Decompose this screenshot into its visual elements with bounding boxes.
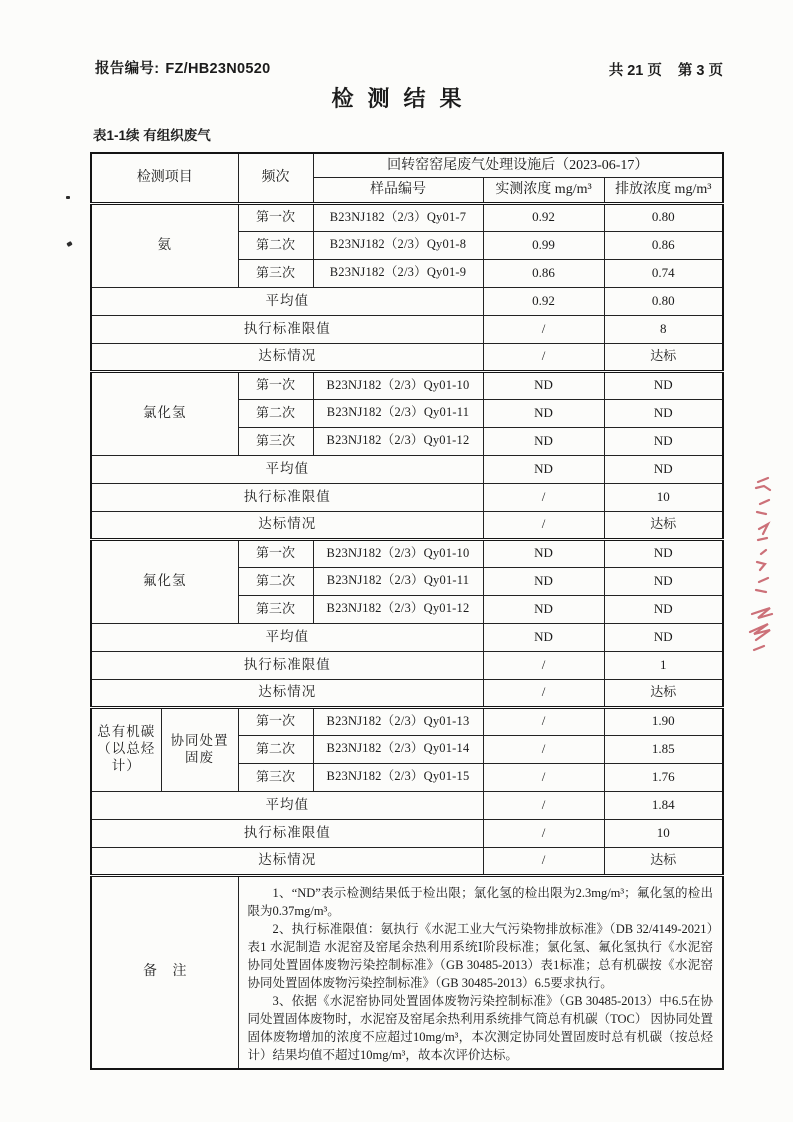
freq-cell: 第三次 bbox=[238, 259, 313, 287]
average-label-cell: 平均值 bbox=[91, 791, 483, 819]
measured-value-cell: 0.99 bbox=[483, 231, 604, 259]
measured-value-cell: ND bbox=[483, 567, 604, 595]
limit-measured-cell: / bbox=[483, 819, 604, 847]
sample-id-cell: B23NJ182（2/3）Qy01-15 bbox=[313, 763, 483, 791]
limit-label-cell: 执行标准限值 bbox=[91, 651, 483, 679]
sample-id-cell: B23NJ182（2/3）Qy01-10 bbox=[313, 539, 483, 567]
item-cell: 总有机碳（以总烃计） bbox=[91, 707, 161, 791]
average-emission-cell: 1.84 bbox=[604, 791, 723, 819]
limit-emission-cell: 1 bbox=[604, 651, 723, 679]
freq-cell: 第二次 bbox=[238, 231, 313, 259]
sample-id-cell: B23NJ182（2/3）Qy01-8 bbox=[313, 231, 483, 259]
average-measured-cell: 0.92 bbox=[483, 287, 604, 315]
sample-id-cell: B23NJ182（2/3）Qy01-11 bbox=[313, 399, 483, 427]
emission-value-cell: ND bbox=[604, 567, 723, 595]
scan-speck bbox=[66, 241, 72, 247]
emission-value-cell: 1.90 bbox=[604, 707, 723, 735]
compliance-label-cell: 达标情况 bbox=[91, 343, 483, 371]
sample-id-cell: B23NJ182（2/3）Qy01-12 bbox=[313, 595, 483, 623]
emission-value-cell: 1.85 bbox=[604, 735, 723, 763]
limit-measured-cell: / bbox=[483, 483, 604, 511]
freq-cell: 第二次 bbox=[238, 399, 313, 427]
measured-value-cell: ND bbox=[483, 371, 604, 399]
sample-id-cell: B23NJ182（2/3）Qy01-13 bbox=[313, 707, 483, 735]
sample-id-cell: B23NJ182（2/3）Qy01-10 bbox=[313, 371, 483, 399]
sample-id-cell: B23NJ182（2/3）Qy01-14 bbox=[313, 735, 483, 763]
limit-label-cell: 执行标准限值 bbox=[91, 819, 483, 847]
limit-emission-cell: 10 bbox=[604, 819, 723, 847]
report-number-value: FZ/HB23N0520 bbox=[165, 61, 271, 77]
average-label-cell: 平均值 bbox=[91, 455, 483, 483]
emission-value-cell: 0.80 bbox=[604, 203, 723, 231]
col-header-freq: 频次 bbox=[238, 153, 313, 203]
sample-id-cell: B23NJ182（2/3）Qy01-9 bbox=[313, 259, 483, 287]
measured-value-cell: / bbox=[483, 707, 604, 735]
freq-cell: 第一次 bbox=[238, 707, 313, 735]
freq-cell: 第一次 bbox=[238, 203, 313, 231]
compliance-label-cell: 达标情况 bbox=[91, 511, 483, 539]
limit-emission-cell: 10 bbox=[604, 483, 723, 511]
emission-value-cell: ND bbox=[604, 399, 723, 427]
item-cell: 氯化氢 bbox=[91, 371, 238, 455]
measured-value-cell: ND bbox=[483, 539, 604, 567]
freq-cell: 第三次 bbox=[238, 595, 313, 623]
col-header-facility: 回转窑窑尾废气处理设施后（2023-06-17） bbox=[313, 153, 723, 177]
emission-value-cell: ND bbox=[604, 539, 723, 567]
remarks-body-cell bbox=[238, 875, 723, 1069]
emission-value-cell: ND bbox=[604, 371, 723, 399]
measured-value-cell: / bbox=[483, 735, 604, 763]
limit-label-cell: 执行标准限值 bbox=[91, 315, 483, 343]
emission-value-cell: ND bbox=[604, 427, 723, 455]
sample-id-cell: B23NJ182（2/3）Qy01-7 bbox=[313, 203, 483, 231]
compliance-label-cell: 达标情况 bbox=[91, 847, 483, 875]
average-measured-cell: ND bbox=[483, 623, 604, 651]
col-header-item: 检测项目 bbox=[91, 153, 238, 203]
emission-value-cell: ND bbox=[604, 595, 723, 623]
report-number bbox=[95, 57, 271, 78]
remarks-paragraph: 1、“ND”表示检测结果低于检出限；氯化氢的检出限为2.3mg/m³；氟化氢的检出限为0.37mg/m³。 bbox=[247, 885, 714, 918]
item-cell: 氨 bbox=[91, 203, 238, 287]
freq-cell: 第三次 bbox=[238, 427, 313, 455]
measured-value-cell: 0.92 bbox=[483, 203, 604, 231]
compliance-measured-cell: / bbox=[483, 679, 604, 707]
average-emission-cell: ND bbox=[604, 623, 723, 651]
report-number-label: 报告编号: bbox=[95, 61, 160, 77]
scan-speck bbox=[66, 196, 70, 199]
compliance-emission-cell: 达标 bbox=[604, 511, 723, 539]
table-caption: 表1-1续 有组织废气 bbox=[93, 128, 211, 143]
page-info bbox=[609, 59, 723, 80]
compliance-emission-cell: 达标 bbox=[604, 847, 723, 875]
average-label-cell: 平均值 bbox=[91, 287, 483, 315]
item-sub-cell: 协同处置固废 bbox=[161, 707, 238, 791]
col-header-sample: 样品编号 bbox=[313, 177, 483, 203]
remarks-paragraph: 3、依据《水泥窑协同处置固体废物污染控制标准》（GB 30485-2013）中6.5在协同处置固体废物时，水泥窑及窑尾余热利用系统排气筒总有机碳（TOC） 因协同处置固体废物增加的浓度不应超过10mg/m³，本次测定协同处置固废时总有机碳（按总烃计）结果均值不超过10mg/m³，故本次评价达标。 bbox=[247, 993, 714, 1062]
compliance-emission-cell: 达标 bbox=[604, 679, 723, 707]
results-table bbox=[90, 152, 724, 1070]
emission-value-cell: 0.86 bbox=[604, 231, 723, 259]
page-title: 检测结果 bbox=[331, 86, 476, 111]
freq-cell: 第二次 bbox=[238, 567, 313, 595]
average-emission-cell: 0.80 bbox=[604, 287, 723, 315]
remarks-label-cell: 备 注 bbox=[91, 875, 238, 1069]
measured-value-cell: ND bbox=[483, 595, 604, 623]
measured-value-cell: ND bbox=[483, 427, 604, 455]
measured-value-cell: / bbox=[483, 763, 604, 791]
current-page: 第 3 页 bbox=[677, 63, 723, 79]
compliance-measured-cell: / bbox=[483, 847, 604, 875]
col-header-emission: 排放浓度 mg/m³ bbox=[604, 177, 723, 203]
measured-value-cell: ND bbox=[483, 399, 604, 427]
item-cell: 氟化氢 bbox=[91, 539, 238, 623]
sample-id-cell: B23NJ182（2/3）Qy01-12 bbox=[313, 427, 483, 455]
measured-value-cell: 0.86 bbox=[483, 259, 604, 287]
red-seal-fragment bbox=[744, 474, 780, 659]
average-label-cell: 平均值 bbox=[91, 623, 483, 651]
remarks-paragraph: 2、执行标准限值：氨执行《水泥工业大气污染物排放标准》（DB 32/4149-2021）表1 水泥制造 水泥窑及窑尾余热利用系统Ⅰ阶段标准；氯化氢、氟化氢执行《水泥窑协同处置固体废物污染控制标准》（GB 30485-2013）表1标准；总有机碳按《水泥窑协同处置固体废物污染控制标准》（GB 30485-2013）6.5要求执行。 bbox=[247, 921, 714, 990]
emission-value-cell: 0.74 bbox=[604, 259, 723, 287]
freq-cell: 第一次 bbox=[238, 539, 313, 567]
average-measured-cell: ND bbox=[483, 455, 604, 483]
limit-emission-cell: 8 bbox=[604, 315, 723, 343]
average-measured-cell: / bbox=[483, 791, 604, 819]
compliance-label-cell: 达标情况 bbox=[91, 679, 483, 707]
compliance-emission-cell: 达标 bbox=[604, 343, 723, 371]
freq-cell: 第二次 bbox=[238, 735, 313, 763]
compliance-measured-cell: / bbox=[483, 511, 604, 539]
average-emission-cell: ND bbox=[604, 455, 723, 483]
sample-id-cell: B23NJ182（2/3）Qy01-11 bbox=[313, 567, 483, 595]
total-pages: 共 21 页 bbox=[608, 63, 662, 79]
freq-cell: 第三次 bbox=[238, 763, 313, 791]
limit-label-cell: 执行标准限值 bbox=[91, 483, 483, 511]
emission-value-cell: 1.76 bbox=[604, 763, 723, 791]
compliance-measured-cell: / bbox=[483, 343, 604, 371]
limit-measured-cell: / bbox=[483, 315, 604, 343]
limit-measured-cell: / bbox=[483, 651, 604, 679]
freq-cell: 第一次 bbox=[238, 371, 313, 399]
col-header-measured: 实测浓度 mg/m³ bbox=[483, 177, 604, 203]
